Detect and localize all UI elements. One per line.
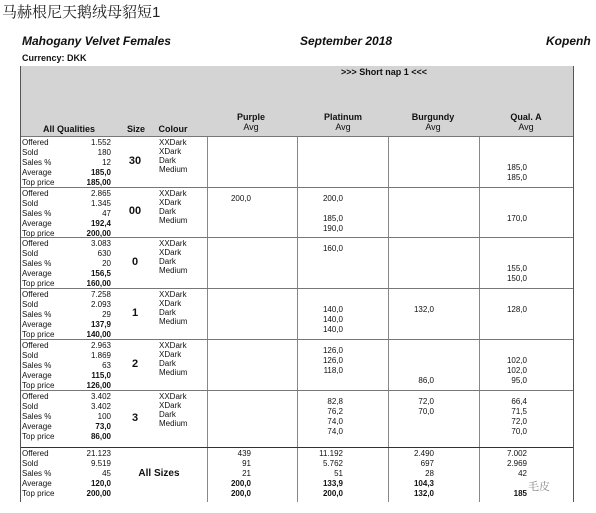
avg-cell: 200,0 [230,194,251,203]
colour-list [159,239,187,275]
row-value: 180 [97,148,111,157]
col-header-size: Size [126,124,145,134]
avg-cell [394,254,434,264]
row-value: 3.083 [90,239,111,248]
row-label: Average [22,371,52,380]
cell-burgundy [394,143,434,183]
image-caption: 马赫根尼天鹅绒母貂短1 [2,4,161,21]
row-label: Top price [22,381,55,390]
row-labels [22,189,54,239]
size-value: 3 [131,411,139,424]
avg-cell [394,143,434,153]
cell-platinum [303,449,343,499]
row-value: 86,00 [90,432,111,441]
avg-cell: 200,0 [230,479,251,488]
avg-cell [211,366,251,376]
avg-cell [211,163,251,173]
avg-cell: 132,0 [413,305,434,314]
avg-cell: 42 [518,469,527,478]
avg-cell [211,315,251,325]
row-value: 2.093 [90,300,111,309]
avg-cell [211,173,251,183]
colour-name: XXDark [159,392,187,401]
avg-cell: 140,0 [322,305,343,314]
total-group [21,447,573,503]
row-label: Sold [22,300,39,309]
colour-name: Medium [159,266,188,275]
avg-cell [303,163,343,173]
avg-cell: 28 [425,469,434,478]
row-value: 20 [102,259,111,268]
col-header-platinum: Platinum Avg [323,112,362,132]
colour-name: Dark [159,257,176,266]
avg-cell: 126,0 [322,346,343,355]
avg-cell [487,479,527,489]
row-label: Sales % [22,412,52,421]
row-label: Offered [22,341,49,350]
row-label: Offered [22,239,49,248]
row-value: 140,00 [86,330,111,339]
row-value: 120,0 [90,479,111,488]
row-value: 137,9 [90,320,111,329]
cell-burgundy [394,346,434,386]
row-value: 200,00 [86,229,111,238]
avg-cell: 132,0 [413,489,434,498]
avg-cell: 150,0 [506,274,527,283]
avg-cell: 160,0 [322,244,343,253]
cell-platinum [303,244,343,284]
row-value: 630 [97,249,111,258]
col-header-qual-a: Qual. A Avg [510,112,542,132]
avg-cell: 185,0 [322,214,343,223]
avg-cell [394,295,434,305]
avg-cell: 82,8 [327,397,343,406]
avg-cell: 118,0 [323,366,343,375]
avg-cell [211,325,251,335]
size-group [21,187,573,238]
row-value: 45 [102,469,111,478]
row-values [61,138,111,188]
row-value: 7.258 [90,290,111,299]
size-value: 0 [131,255,139,268]
row-labels [22,449,54,499]
avg-cell [211,244,251,254]
row-label: Offered [22,449,49,458]
row-label: Average [22,219,52,228]
col-header-all-qualities: All Qualities [42,124,95,134]
avg-cell: 91 [242,459,251,468]
cell-burgundy [394,397,434,437]
colour-name: Dark [159,156,176,165]
cell-platinum [303,295,343,335]
row-label: Average [22,168,52,177]
avg-cell [211,224,251,234]
colour-name: XDark [159,299,182,308]
row-label: Top price [22,178,55,187]
cell-quala [487,449,527,499]
avg-cell [211,274,251,284]
row-values [61,290,111,340]
row-value: 160,00 [86,279,111,288]
avg-cell [394,244,434,254]
avg-cell [211,295,251,305]
row-label: Sold [22,199,39,208]
avg-cell: 102,0 [506,366,527,375]
avg-cell: 200,0 [322,489,343,498]
row-label: Sales % [22,361,52,370]
size-group [21,136,573,188]
size-value: 30 [128,154,142,167]
avg-cell: 66,4 [511,397,527,406]
colour-name: XXDark [159,189,187,198]
avg-cell: 71,5 [511,407,527,416]
row-label: Average [22,422,52,431]
row-label: Sold [22,148,39,157]
row-label: Sold [22,249,39,258]
colour-list [159,290,187,326]
avg-cell: 74,0 [327,427,343,436]
cell-burgundy [394,449,434,499]
watermark: 毛皮 [528,481,550,493]
colour-list [159,138,187,174]
avg-cell [394,173,434,183]
avg-cell [394,274,434,284]
avg-cell: 190,0 [322,224,343,233]
row-labels [22,138,54,188]
avg-cell: 439 [237,449,251,458]
colour-name: XDark [159,248,182,257]
avg-cell: 72,0 [418,397,434,406]
cell-platinum [303,194,343,234]
colour-name: Dark [159,308,176,317]
colour-name: Medium [159,165,188,174]
section-title: >>> Short nap 1 <<< [341,67,428,77]
row-values [61,392,111,442]
avg-cell [303,173,343,183]
avg-cell [487,346,527,356]
row-values [61,239,111,289]
colour-name: Medium [159,317,188,326]
row-value: 156,5 [90,269,111,278]
avg-cell [211,356,251,366]
row-value: 100 [97,412,111,421]
cell-platinum [303,397,343,437]
size-value: 00 [128,205,142,217]
avg-cell [394,427,434,437]
colour-name: XXDark [159,138,187,147]
avg-cell [394,194,434,204]
avg-cell: 133,9 [322,479,343,488]
avg-cell: 2.969 [506,459,527,468]
avg-cell: 200,0 [322,194,343,203]
col-header-burgundy: Burgundy Avg [411,112,455,132]
row-label: Top price [22,330,55,339]
avg-cell: 185,0 [506,163,527,172]
avg-cell [211,417,251,427]
row-value: 63 [102,361,111,370]
avg-cell [394,153,434,163]
avg-cell [394,264,434,274]
cell-burgundy [394,295,434,335]
cell-purple [211,295,251,335]
row-label: Offered [22,189,49,198]
colour-name: Dark [159,207,176,216]
avg-cell [394,417,434,427]
size-value: 2 [131,357,139,370]
row-values [61,189,111,239]
avg-cell [211,143,251,153]
results-table [20,66,574,502]
row-value: 200,00 [86,489,111,498]
row-values [61,341,111,391]
avg-cell [211,407,251,417]
avg-cell [303,204,343,214]
avg-cell: 128,0 [506,305,527,314]
row-value: 47 [102,209,111,218]
row-value: 21.123 [86,449,111,458]
avg-cell [211,153,251,163]
avg-cell [394,356,434,366]
row-labels [22,392,54,442]
row-value: 3.402 [90,402,111,411]
row-value: 185,0 [90,168,111,177]
colour-name: XXDark [159,239,187,248]
avg-cell [211,214,251,224]
colour-list [159,189,187,225]
report-location: Kopenh [546,34,591,48]
avg-cell [394,224,434,234]
row-label: Offered [22,138,49,147]
col-header-purple: Purple Avg [236,112,265,132]
avg-cell [487,204,527,214]
report-title: Mahogany Velvet Females [22,34,171,48]
avg-cell [303,376,343,386]
colour-name: Dark [159,359,176,368]
cell-platinum [303,346,343,386]
colour-name: XDark [159,401,182,410]
avg-cell [303,295,343,305]
avg-cell: 155,0 [506,264,527,273]
size-value: 1 [131,306,139,319]
cell-purple [211,194,251,234]
cell-quala [487,346,527,386]
avg-cell [487,254,527,264]
avg-cell: 140,0 [322,315,343,324]
colour-list [159,392,187,428]
colour-name: XDark [159,350,182,359]
avg-cell [211,346,251,356]
cell-purple [211,449,251,499]
avg-cell: 74,0 [327,417,343,426]
row-label: Sold [22,402,39,411]
avg-cell [211,305,251,315]
avg-cell [211,397,251,407]
avg-cell [303,274,343,284]
colour-name: Medium [159,368,188,377]
avg-cell [211,427,251,437]
avg-cell: 102,0 [506,356,527,365]
row-value: 185,00 [86,178,111,187]
colour-name: XDark [159,198,182,207]
row-value: 12 [102,158,111,167]
avg-cell [487,224,527,234]
colour-name: Medium [159,216,188,225]
avg-cell [487,315,527,325]
currency-label: Currency: DKK [22,53,87,63]
avg-cell [487,143,527,153]
avg-cell: 70,0 [418,407,434,416]
avg-cell: 70,0 [511,427,527,436]
cell-burgundy [394,194,434,234]
row-values [61,449,111,499]
avg-cell: 86,0 [418,376,434,385]
row-label: Top price [22,432,55,441]
report-date: September 2018 [300,34,393,48]
colour-name: Medium [159,419,188,428]
avg-cell [211,204,251,214]
avg-cell: 21 [242,469,251,478]
row-value: 2.865 [90,189,111,198]
avg-cell [303,153,343,163]
colour-name: XXDark [159,341,187,350]
size-group [21,237,573,289]
avg-cell [394,214,434,224]
row-value: 126,00 [86,381,111,390]
avg-cell [303,254,343,264]
row-label: Sold [22,459,39,468]
avg-cell: 76,2 [327,407,343,416]
colour-name: XXDark [159,290,187,299]
avg-cell [211,376,251,386]
avg-cell [303,143,343,153]
colour-name: XDark [159,147,182,156]
colour-name: Dark [159,410,176,419]
avg-cell: 185 [513,489,527,498]
row-labels [22,341,54,391]
avg-cell [487,194,527,204]
avg-cell [487,295,527,305]
cell-quala [487,143,527,183]
avg-cell: 72,0 [511,417,527,426]
row-value: 73,0 [95,422,111,431]
avg-cell [211,264,251,274]
avg-cell [487,325,527,335]
cell-quala [487,295,527,335]
row-label: Sales % [22,209,52,218]
avg-cell [394,315,434,325]
avg-cell: 104,3 [413,479,434,488]
row-value: 9.519 [90,459,111,468]
size-group [21,288,573,340]
row-label: Top price [22,489,55,498]
avg-cell [394,204,434,214]
row-label: Sales % [22,469,52,478]
avg-cell: 95,0 [511,376,527,385]
row-label: Sales % [22,310,52,319]
row-label: Average [22,320,52,329]
avg-cell: 140,0 [322,325,343,334]
row-value: 115,0 [91,371,111,380]
row-label: Average [22,479,52,488]
avg-cell [394,163,434,173]
row-labels [22,290,54,340]
avg-cell [303,264,343,274]
row-value: 1.552 [90,138,111,147]
cell-quala [487,397,527,437]
row-label: Top price [22,229,55,238]
cell-burgundy [394,244,434,284]
row-value: 1.345 [90,199,111,208]
avg-cell [487,153,527,163]
size-group [21,339,573,391]
avg-cell: 697 [420,459,434,468]
row-label: Sold [22,351,39,360]
cell-quala [487,244,527,284]
avg-cell [487,244,527,254]
avg-cell [394,346,434,356]
row-labels [22,239,54,289]
col-header-colour: Colour [158,124,188,134]
avg-cell: 51 [334,469,343,478]
avg-cell: 7.002 [506,449,527,458]
colour-list [159,341,187,377]
avg-cell: 170,0 [506,214,527,223]
row-value: 192,4 [90,219,111,228]
avg-cell: 200,0 [230,489,251,498]
row-value: 2.963 [90,341,111,350]
row-label: Offered [22,290,49,299]
size-group [21,390,573,448]
row-value: 3.402 [90,392,111,401]
avg-cell [211,254,251,264]
cell-purple [211,346,251,386]
all-sizes-label: All Sizes [138,467,180,479]
cell-platinum [303,143,343,183]
avg-cell [394,366,434,376]
row-label: Average [22,269,52,278]
cell-purple [211,143,251,183]
row-value: 1.869 [90,351,111,360]
cell-purple [211,244,251,284]
avg-cell: 126,0 [322,356,343,365]
row-label: Top price [22,279,55,288]
avg-cell: 2.490 [413,449,434,458]
cell-quala [487,194,527,234]
cell-purple [211,397,251,437]
avg-cell: 5.762 [322,459,343,468]
avg-cell [394,325,434,335]
row-label: Offered [22,392,49,401]
avg-cell: 11.192 [319,449,343,458]
row-label: Sales % [22,259,52,268]
row-value: 29 [102,310,111,319]
row-label: Sales % [22,158,52,167]
avg-cell: 185,0 [506,173,527,182]
